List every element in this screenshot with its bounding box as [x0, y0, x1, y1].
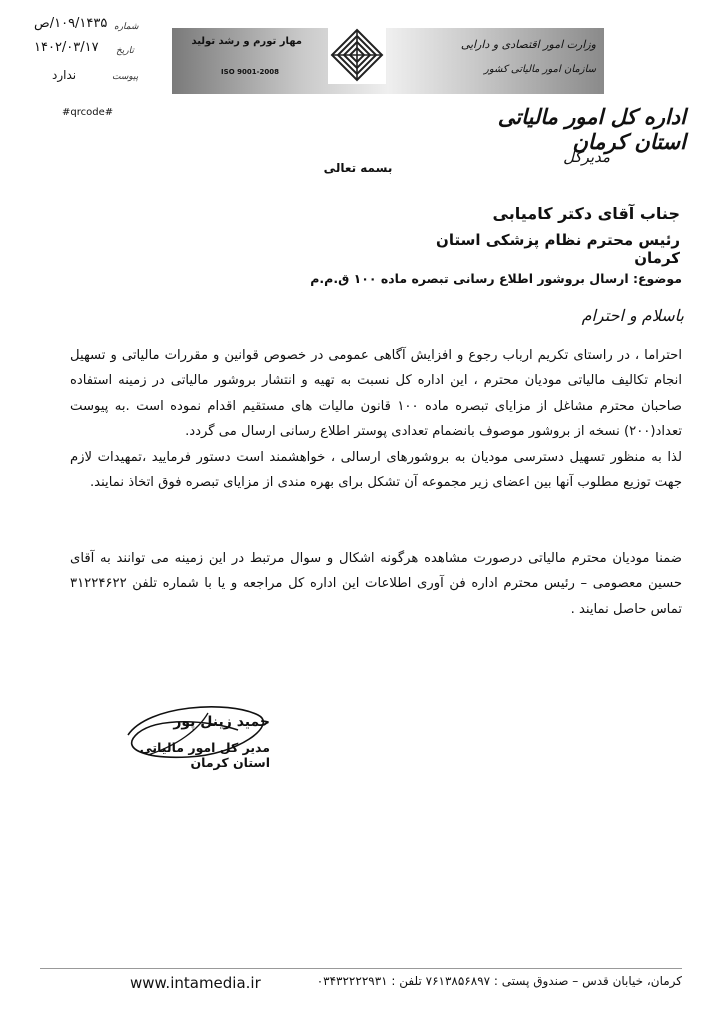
body-paragraph-2: لذا به منظور تسهیل دسترسی مودیان به بروشورهای ارسالی ، خواهشمند است دستور فرمایید ،تمهیدات لازم جهت توزیع مطلوب آنها بین اعضای زیر مجموعه آن تشکل برای بهره مندی از مزایای تبصره فوق اتخاذ نمایند. [70, 450, 682, 491]
recipient-name: جناب آقای دکتر کامیابی [492, 204, 680, 223]
letter-number: ۱۰۹/۱۴۳۵/ص [34, 16, 108, 31]
recipient-title: رئیس محترم نظام پزشکی استان کرمان [436, 231, 680, 267]
footer-website-link[interactable]: www.intamedia.ir [130, 974, 261, 992]
number-label: شماره [114, 22, 139, 32]
body-paragraph-1: احتراما ، در راستای تکریم ارباب رجوع و افزایش آگاهی عمومی در خصوص قوانین و مقررات مالیاتی و تسهیل انجام تکالیف مالیاتی مودیان محترم ، این اداره کل نسبت به تهیه و انتشار بروشور مالیاتی در زمینه استفاده صاحبان محترم مشاغل از مزایای تبصره ماده ۱۰۰ قانون مالیات های مستقیم اقدام نموده است .به پیوست تعداد(۲۰۰) نسخه از بروشور موصوف بانضمام تعدادی پوستر اطلاع رسانی ارسال می گردد. [70, 348, 682, 440]
office-title: اداره کل امور مالیاتی استان کرمان [497, 104, 686, 154]
letter-date: ۱۴۰۲/۰۳/۱۷ [34, 40, 99, 55]
footer-divider [40, 968, 682, 969]
footer-address: کرمان، خیابان قدس – صندوق پستی : ۷۶۱۳۸۵۶۸۹۷ تلفن : ۰۳۴۳۲۲۲۲۹۳۱ [316, 974, 682, 988]
ministry-name: وزارت امور اقتصادی و دارایی [460, 38, 596, 51]
greeting-text: باسلام و احترام [581, 306, 684, 325]
signatory-name: حمید زینل پور [173, 714, 270, 730]
letter-subject: موضوع: ارسال بروشور اطلاع رسانی تبصره ماده ۱۰۰ ق.م.م [310, 271, 682, 286]
office-subtitle: مدیرکل [563, 148, 610, 166]
attachment-label: پیوست [112, 72, 139, 82]
qrcode-placeholder: #qrcode# [62, 107, 114, 118]
iso-certificate-label: ISO 9001-2008 [221, 68, 279, 76]
attachment-value: ندارد [52, 68, 77, 82]
slogan-text: مهار تورم و رشد تولید [191, 36, 302, 47]
bismillah-heading: بسمه تعالی [323, 161, 393, 175]
signatory-title: مدیر کل امور مالیاتی استان کرمان [139, 740, 270, 770]
organization-name: سازمان امور مالیاتی کشور [484, 64, 596, 75]
date-label: تاریخ [116, 46, 134, 56]
tax-organization-emblem-icon [328, 26, 386, 84]
body-paragraph-3: ضمنا مودیان محترم مالیاتی درصورت مشاهده هرگونه اشکال و سوال مرتبط در این زمینه می توانند به آقای حسین معصومی – رئیس محترم اداره فن آوری اطلاعات این اداره کل مراجعه و یا با شماره تلفن ۳۱۲۲۴۶۲۲ تماس حاصل نمایند . [70, 551, 682, 617]
